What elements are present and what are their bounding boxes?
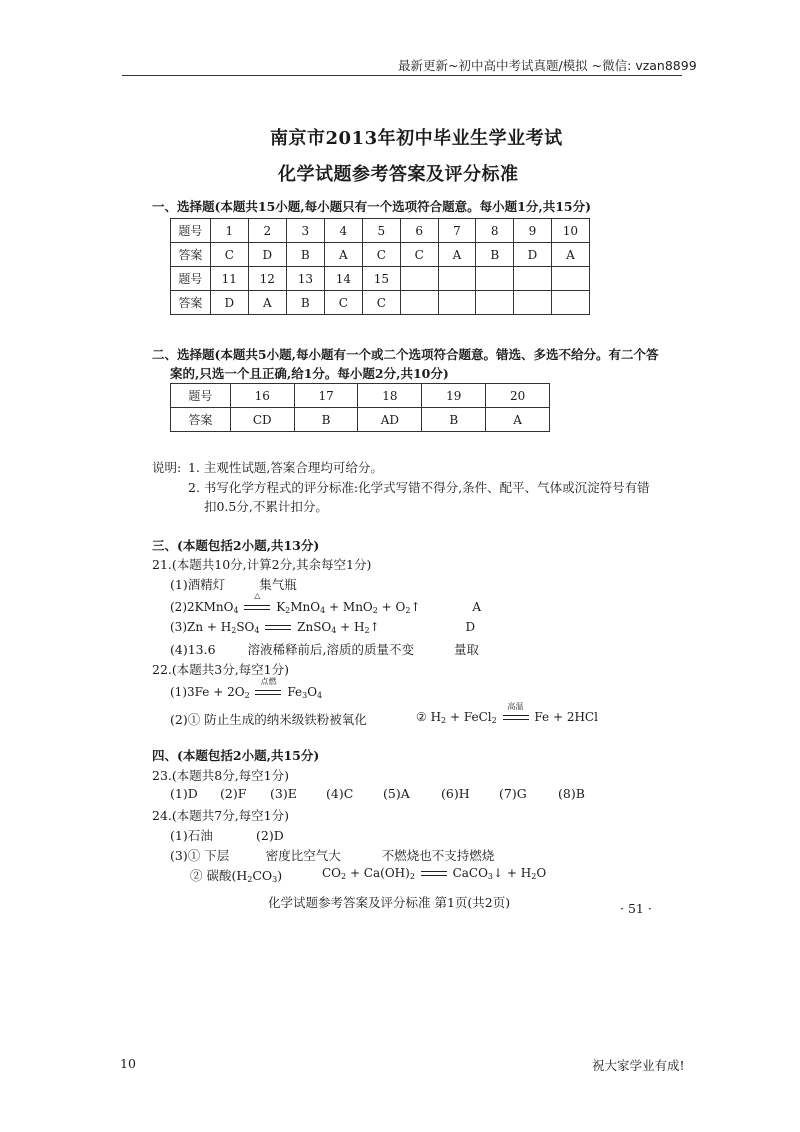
q21-answer-4 bbox=[170, 640, 479, 658]
table-cell: 1 bbox=[210, 219, 248, 243]
table-cell: 14 bbox=[324, 267, 362, 291]
q21-a2-arrow bbox=[242, 591, 272, 614]
header-rule bbox=[122, 75, 682, 76]
table-cell: 7 bbox=[438, 219, 476, 243]
table-cell bbox=[514, 267, 552, 291]
table-cell bbox=[551, 291, 589, 315]
section1-heading: 一、选择题(本题共15小题,每小题只有一个选项符合题意。每小题1分,共15分) bbox=[152, 199, 592, 214]
notes-label: 说明: bbox=[152, 460, 182, 475]
table-row bbox=[171, 408, 550, 432]
q24-eq-o: O bbox=[536, 866, 547, 880]
q24-c3-b: 密度比空气大 bbox=[265, 848, 341, 863]
q23-ans-6: (6)H bbox=[441, 786, 470, 801]
table-row-header: 答案 bbox=[171, 408, 231, 432]
q24-eq-co: CO bbox=[322, 866, 342, 880]
table-cell: B bbox=[422, 408, 486, 432]
q21-a3-reactant2: SO bbox=[236, 620, 255, 634]
table-row bbox=[171, 267, 590, 291]
footer-left: 10 bbox=[120, 1056, 136, 1071]
table-cell: CD bbox=[230, 408, 294, 432]
table-cell: 19 bbox=[422, 384, 486, 408]
section2-answer-table bbox=[170, 383, 550, 432]
q24-c4-a2: CO bbox=[252, 868, 273, 883]
table-cell: C bbox=[400, 243, 438, 267]
table-cell: 4 bbox=[324, 219, 362, 243]
section4-heading: 四、(本题包括2小题,共15分) bbox=[152, 748, 320, 763]
table-row-header: 题号 bbox=[171, 267, 211, 291]
table-cell: 11 bbox=[210, 267, 248, 291]
table-cell: 16 bbox=[230, 384, 294, 408]
q22-b1-product: Fe bbox=[287, 685, 303, 699]
q24-answer-3 bbox=[170, 846, 494, 864]
q23-ans-2: (2)F bbox=[220, 786, 247, 801]
q22-b1-reactant: 3Fe + 2O bbox=[187, 685, 245, 699]
table-cell: 20 bbox=[486, 384, 550, 408]
q21-a3-product: ZnSO bbox=[297, 620, 332, 634]
page-subtitle: 化学试题参考答案及评分标准 bbox=[278, 164, 519, 185]
table-cell: A bbox=[248, 291, 286, 315]
q21-a4-num: (4) bbox=[170, 642, 188, 657]
footer-right: 祝大家学业有成! bbox=[592, 1058, 685, 1073]
q21-a2-reactant: 2KMnO bbox=[187, 600, 234, 614]
q24-head: 24.(本题共7分,每空1分) bbox=[152, 808, 290, 823]
table-cell: D bbox=[514, 243, 552, 267]
q23-answers bbox=[170, 786, 585, 801]
table-cell: 12 bbox=[248, 267, 286, 291]
q22-b2-arrow bbox=[501, 702, 531, 724]
table-cell: 13 bbox=[286, 267, 324, 291]
table-cell bbox=[438, 291, 476, 315]
table-cell: B bbox=[294, 408, 358, 432]
q21-a2-product-mno2: + MnO bbox=[325, 600, 373, 614]
q21-answer-3: $(3)Zn + H_2SO_4$ ZnSO$_4$ + $H_2↑$ D bbox=[170, 620, 476, 635]
section3-heading: 三、(本题包括2小题,共13分) bbox=[152, 538, 320, 553]
table-cell bbox=[400, 291, 438, 315]
q22-answer-2 bbox=[170, 710, 367, 728]
table-cell: 9 bbox=[514, 219, 552, 243]
table-cell bbox=[476, 267, 514, 291]
table-cell: A bbox=[551, 243, 589, 267]
q21-a2-num: (2) bbox=[170, 600, 187, 614]
table-cell: A bbox=[324, 243, 362, 267]
q24-eq-caoh: + Ca(OH) bbox=[346, 866, 410, 880]
q24-c2: (2)D bbox=[256, 828, 284, 843]
q21-a3-reactant: Zn + H bbox=[187, 620, 232, 634]
footer-page-number: · 51 · bbox=[620, 901, 652, 916]
q21-answer-1 bbox=[170, 575, 297, 593]
q21-a2-product-k: K bbox=[276, 600, 286, 614]
q21-head: 21.(本题共10分,计算2分,其余每空1分) bbox=[152, 557, 372, 572]
q21-a3-num: (3) bbox=[170, 620, 187, 634]
q22-b2-eq-h: ② H bbox=[416, 710, 442, 724]
q24-c3-a: ① 下层 bbox=[187, 848, 230, 863]
q23-ans-8: (8)B bbox=[558, 786, 585, 801]
q22-b1-arrow bbox=[253, 677, 283, 699]
q21-a3-answer: D bbox=[465, 620, 476, 634]
table-row bbox=[171, 384, 550, 408]
q24-answer-4-equation: $CO_2 + Ca(OH)_2$ CaCO$_3$↓ + $H_2O$ bbox=[322, 866, 547, 881]
note-1: 1. 主观性试题,答案合理均可给分。 bbox=[188, 460, 383, 475]
note-2-cont: 扣0.5分,不累计扣分。 bbox=[204, 499, 328, 514]
table-cell: C bbox=[324, 291, 362, 315]
table-cell: 2 bbox=[248, 219, 286, 243]
q24-c4-a3: ) bbox=[277, 868, 283, 883]
q22-answer-2-equation: ② $H_2$ + FeCl$_2$ 高温 Fe + 2HCl bbox=[416, 702, 598, 725]
table-cell: D bbox=[248, 243, 286, 267]
table-row-header: 答案 bbox=[171, 291, 211, 315]
table-cell bbox=[400, 267, 438, 291]
q21-a3-arrow bbox=[263, 620, 293, 634]
q24-c3-num: (3) bbox=[170, 848, 188, 863]
table-row bbox=[171, 243, 590, 267]
table-cell: 3 bbox=[286, 219, 324, 243]
table-cell: A bbox=[486, 408, 550, 432]
q22-b2-eq-fecl: + FeCl bbox=[446, 710, 492, 724]
q21-a1-num: (1) bbox=[170, 577, 188, 592]
q24-eq-caco: CaCO bbox=[452, 866, 488, 880]
table-cell: AD bbox=[358, 408, 422, 432]
table-cell: B bbox=[286, 243, 324, 267]
table-cell: 18 bbox=[358, 384, 422, 408]
q23-ans-7: (7)G bbox=[499, 786, 527, 801]
table-row bbox=[171, 219, 590, 243]
q22-head: 22.(本题共3分,每空1分) bbox=[152, 662, 290, 677]
table-cell: B bbox=[476, 243, 514, 267]
q24-c4-a: ② 碳酸(H bbox=[190, 868, 248, 883]
table-cell bbox=[551, 267, 589, 291]
q21-a1-y: 集气瓶 bbox=[259, 577, 297, 592]
q23-head: 23.(本题共8分,每空1分) bbox=[152, 768, 290, 783]
q24-eq-arrow bbox=[419, 866, 449, 880]
q21-answer-2: (2)2KMnO$_4$ △ $K_2MnO_4 + MnO_2$ + $O_2↑$ A bbox=[170, 591, 482, 615]
section2-heading-line2: 案的,只选一个且正确,给1分。每小题2分,共10分) bbox=[170, 366, 449, 381]
q22-b2-text: ① 防止生成的纳米级铁粉被氧化 bbox=[187, 712, 367, 727]
footer-center: 化学试题参考答案及评分标准 第1页(共2页) bbox=[268, 895, 511, 910]
q21-a2-product-mno: MnO bbox=[290, 600, 321, 614]
q21-a2-answer: A bbox=[472, 600, 482, 614]
table-row-header: 答案 bbox=[171, 243, 211, 267]
table-row bbox=[171, 291, 590, 315]
q24-answer-4-label: ② 碳酸$(H_2CO_3)$ bbox=[190, 868, 283, 884]
q24-answer-1-2 bbox=[170, 826, 284, 844]
table-row-header: 题号 bbox=[171, 384, 231, 408]
table-cell: 17 bbox=[294, 384, 358, 408]
table-cell: 10 bbox=[551, 219, 589, 243]
q22-b1-condition: 点燃 bbox=[260, 677, 277, 686]
table-cell bbox=[514, 291, 552, 315]
q23-ans-4: (4)C bbox=[326, 786, 354, 801]
table-cell: A bbox=[438, 243, 476, 267]
q22-b1-num: (1) bbox=[170, 685, 187, 699]
q21-a3-product2: + H bbox=[336, 620, 365, 634]
q21-a2-product-o: + O bbox=[377, 600, 406, 614]
q24-c3-c: 不燃烧也不支持燃烧 bbox=[381, 848, 495, 863]
q21-a4-extra: 量取 bbox=[454, 642, 480, 657]
q23-ans-5: (5)A bbox=[383, 786, 410, 801]
table-row-header: 题号 bbox=[171, 219, 211, 243]
q21-a2-condition: △ bbox=[254, 591, 261, 600]
section1-answer-table bbox=[170, 218, 590, 315]
table-cell: 6 bbox=[400, 219, 438, 243]
q22-b2-condition: 高温 bbox=[507, 702, 524, 711]
q23-ans-1: (1)D bbox=[170, 786, 198, 801]
table-cell: 8 bbox=[476, 219, 514, 243]
q21-a1-x: 酒精灯 bbox=[187, 577, 226, 592]
q21-a4-text: 溶液稀释前后,溶质的质量不变 bbox=[247, 642, 415, 657]
q22-b2-num: (2) bbox=[170, 712, 188, 727]
table-cell: C bbox=[362, 243, 400, 267]
table-cell: 5 bbox=[362, 219, 400, 243]
note-2: 2. 书写化学方程式的评分标准:化学式写错不得分,条件、配平、气体或沉淀符号有错 bbox=[188, 480, 650, 495]
q24-c1: (1)石油 bbox=[170, 828, 213, 843]
table-cell: D bbox=[210, 291, 248, 315]
q22-answer-1: $(1)3Fe + 2O_2$ 点燃 $Fe_3O_4$ bbox=[170, 677, 323, 700]
table-cell: 15 bbox=[362, 267, 400, 291]
table-cell bbox=[438, 267, 476, 291]
page-title: 南京市2013年初中毕业生学业考试 bbox=[270, 128, 563, 149]
table-cell: C bbox=[362, 291, 400, 315]
q21-a4-value: 13.6 bbox=[187, 642, 216, 657]
q22-b2-eq-products: Fe + 2HCl bbox=[534, 710, 598, 724]
q23-ans-3: (3)E bbox=[270, 786, 297, 801]
table-cell bbox=[476, 291, 514, 315]
section2-heading-line1: 二、选择题(本题共5小题,每小题有一个或二个选项符合题意。错选、多选不给分。有二个答 bbox=[152, 347, 659, 362]
header-text: 最新更新~初中高中考试真题/模拟 ~微信: vzan8899 bbox=[398, 58, 697, 73]
table-cell: B bbox=[286, 291, 324, 315]
q24-eq-h: + H bbox=[503, 866, 532, 880]
table-cell: C bbox=[210, 243, 248, 267]
